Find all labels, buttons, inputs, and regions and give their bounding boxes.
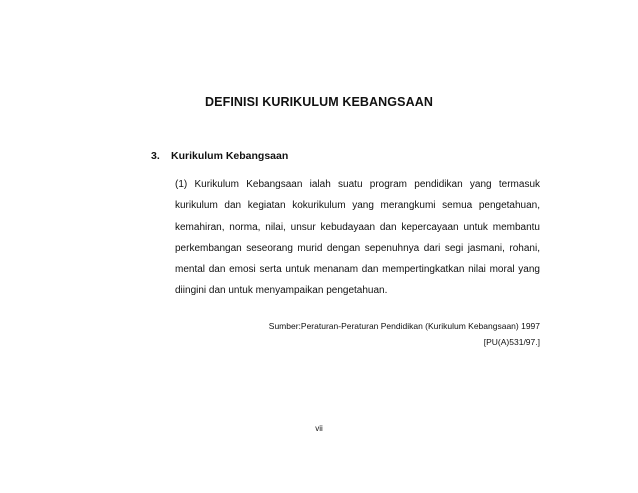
source-citation	[175, 318, 540, 350]
section-heading-text: Kurikulum Kebangsaan	[171, 150, 289, 162]
page-title: DEFINISI KURIKULUM KEBANGSAAN	[205, 95, 433, 109]
definition-paragraph	[175, 174, 540, 302]
source-reference: [PU(A)531/97.]	[483, 337, 540, 347]
section-heading	[151, 150, 288, 162]
paragraph-line: kurikulum dan kegiatan kokurikulum yang merangkumi semua pengetahuan,	[175, 200, 540, 212]
page-number: vii	[315, 424, 323, 433]
paragraph-line: perkembangan seseorang murid dengan sepenuhnya dari segi jasmani, rohani,	[175, 242, 540, 254]
paragraph-line: mental dan emosi serta untuk menanam dan mempertingkatkan nilai moral yang	[175, 264, 540, 276]
paragraph-line: diingini dan untuk menyampaikan pengetahuan.	[175, 285, 388, 297]
paragraph-line: kemahiran, norma, nilai, unsur kebudayaan dan kepercayaan untuk membantu	[175, 221, 540, 233]
section-number: 3.	[151, 150, 160, 162]
source-line: Sumber:Peraturan-Peraturan Pendidikan (Kurikulum Kebangsaan) 1997	[268, 321, 540, 331]
paragraph-line: (1) Kurikulum Kebangsaan ialah suatu program pendidikan yang termasuk	[175, 179, 540, 190]
